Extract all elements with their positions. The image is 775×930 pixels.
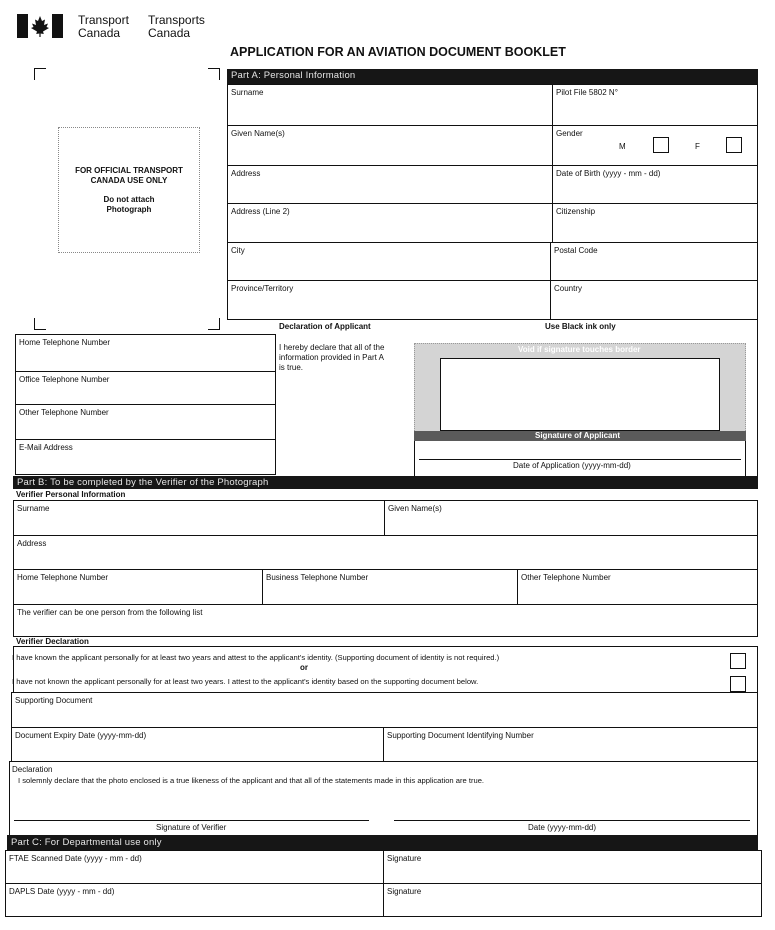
- verifier-other-telephone-label: Other Telephone Number: [521, 573, 611, 582]
- known-applicant-checkbox[interactable]: [730, 653, 746, 669]
- application-date-label: Date of Application (yyyy-mm-dd): [513, 461, 631, 470]
- dapls-signature-field[interactable]: [383, 883, 762, 917]
- address-field[interactable]: [227, 165, 553, 204]
- black-ink-note: Use Black ink only: [545, 322, 616, 331]
- pilot-file-label: Pilot File 5802 N°: [556, 88, 618, 97]
- or-text: or: [300, 663, 308, 672]
- canada-flag-logo: [17, 14, 63, 38]
- gender-f-checkbox[interactable]: [726, 137, 742, 153]
- verifier-list-note-cell: [13, 604, 758, 637]
- void-signature-note: Void if signature touches border: [518, 345, 641, 354]
- email-label: E-Mail Address: [19, 443, 73, 452]
- ftae-date-label: FTAE Scanned Date (yyyy - mm - dd): [9, 854, 142, 863]
- pilot-file-field[interactable]: [552, 84, 758, 126]
- known-applicant-text: I have known the applicant personally for at least two years and attest to the applicant's identity. (Supporting document of identity is not required.): [12, 653, 500, 662]
- verifier-declaration-field: [9, 761, 758, 836]
- date-line: [419, 459, 741, 460]
- org-name-en: Transport Canada: [78, 13, 129, 40]
- photo-note-3: Do not attach: [103, 195, 155, 204]
- document-id-label: Supporting Document Identifying Number: [387, 731, 534, 740]
- verifier-given-names-label: Given Name(s): [388, 504, 442, 513]
- document-expiry-label: Document Expiry Date (yyyy-mm-dd): [15, 731, 147, 740]
- given-names-field[interactable]: [227, 125, 553, 166]
- verifier-surname-field[interactable]: [13, 500, 385, 536]
- form-title: APPLICATION FOR AN AVIATION DOCUMENT BOOKLET: [230, 45, 566, 59]
- verifier-home-telephone-field[interactable]: [13, 569, 263, 605]
- verifier-surname-label: Surname: [17, 504, 50, 513]
- verifier-business-telephone-field[interactable]: [262, 569, 518, 605]
- surname-field[interactable]: [227, 84, 553, 126]
- gender-label: Gender: [556, 129, 583, 138]
- gender-m-checkbox[interactable]: [653, 137, 669, 153]
- photo-corner-bl: [34, 318, 46, 330]
- address2-label: Address (Line 2): [231, 207, 290, 216]
- maple-leaf-icon: [17, 14, 63, 38]
- document-expiry-field[interactable]: [11, 727, 384, 762]
- address-label: Address: [231, 169, 261, 178]
- photo-placeholder: [58, 127, 200, 253]
- dob-field[interactable]: [552, 165, 758, 204]
- verifier-declaration-label: Declaration: [12, 765, 53, 774]
- photo-corner-br: [208, 318, 220, 330]
- declaration-heading: Declaration of Applicant: [279, 322, 371, 331]
- verifier-info-heading: Verifier Personal Information: [16, 490, 126, 499]
- address2-field[interactable]: [227, 203, 553, 243]
- citizenship-field[interactable]: [552, 203, 758, 243]
- photo-corner-tr: [208, 68, 220, 80]
- gender-m-label: M: [619, 142, 626, 151]
- dapls-signature-label: Signature: [387, 887, 422, 896]
- dapls-date-field[interactable]: [5, 883, 384, 917]
- applicant-signature-box[interactable]: [440, 358, 720, 431]
- ftae-date-field[interactable]: [5, 850, 384, 884]
- citizenship-label: Citizenship: [556, 207, 596, 216]
- country-field[interactable]: [550, 280, 758, 320]
- city-label: City: [231, 246, 245, 255]
- verifier-other-telephone-field[interactable]: [517, 569, 758, 605]
- email-field[interactable]: [15, 439, 276, 475]
- verifier-declaration-heading: Verifier Declaration: [16, 637, 89, 646]
- photo-note-2: CANADA USE ONLY: [90, 176, 168, 185]
- photo-note-1: FOR OFFICIAL TRANSPORT: [75, 166, 183, 175]
- supporting-document-field[interactable]: [11, 692, 758, 728]
- dob-label: Date of Birth (yyyy - mm - dd): [556, 169, 661, 178]
- gender-f-label: F: [695, 142, 700, 151]
- application-date-field[interactable]: [414, 441, 746, 476]
- verifier-date-label: Date (yyyy-mm-dd): [528, 823, 597, 832]
- supporting-document-label: Supporting Document: [15, 696, 93, 705]
- verifier-signature-line[interactable]: [14, 820, 369, 821]
- verifier-home-telephone-label: Home Telephone Number: [17, 573, 109, 582]
- other-telephone-field[interactable]: [15, 404, 276, 440]
- part-b-heading: Part B: To be completed by the Verifier of the Photograph: [13, 476, 758, 489]
- office-telephone-label: Office Telephone Number: [19, 375, 110, 384]
- verifier-business-telephone-label: Business Telephone Number: [266, 573, 369, 582]
- home-telephone-label: Home Telephone Number: [19, 338, 111, 347]
- not-known-applicant-text: I have not known the applicant personally for at least two years. I attest to the applicant's identity based on the supporting document below.: [12, 677, 479, 686]
- given-names-label: Given Name(s): [231, 129, 285, 138]
- other-telephone-label: Other Telephone Number: [19, 408, 109, 417]
- org-name-fr: Transports Canada: [148, 13, 205, 40]
- part-a-heading: Part A: Personal Information: [227, 69, 758, 84]
- postal-code-label: Postal Code: [554, 246, 598, 255]
- country-label: Country: [554, 284, 583, 293]
- postal-code-field[interactable]: [550, 242, 758, 281]
- gender-field: [552, 125, 758, 166]
- verifier-address-field[interactable]: [13, 535, 758, 570]
- document-id-field[interactable]: [383, 727, 758, 762]
- verifier-given-names-field[interactable]: [384, 500, 758, 536]
- verifier-date-line[interactable]: [394, 820, 750, 821]
- not-known-applicant-checkbox[interactable]: [730, 676, 746, 692]
- province-label: Province/Territory: [231, 284, 294, 293]
- applicant-signature-label: Signature of Applicant: [535, 431, 621, 440]
- verifier-declaration-text: I solemnly declare that the photo enclosed is a true likeness of the applicant and that all of the statements made in this application are true.: [18, 776, 485, 785]
- part-c-heading: Part C: For Departmental use only: [7, 835, 758, 851]
- office-telephone-field[interactable]: [15, 371, 276, 405]
- ftae-signature-label: Signature: [387, 854, 422, 863]
- city-field[interactable]: [227, 242, 551, 281]
- province-field[interactable]: [227, 280, 551, 320]
- verifier-declaration-options: [13, 646, 758, 693]
- photo-note-4: Photograph: [106, 205, 152, 214]
- ftae-signature-field[interactable]: [383, 850, 762, 884]
- verifier-signature-label: Signature of Verifier: [156, 823, 227, 832]
- verifier-address-label: Address: [17, 539, 47, 548]
- photo-corner-tl: [34, 68, 46, 80]
- home-telephone-field[interactable]: [15, 334, 276, 372]
- surname-label: Surname: [231, 88, 264, 97]
- declaration-text: I hereby declare that all of the information provided in Part A is true.: [279, 343, 385, 372]
- verifier-list-note: The verifier can be one person from the following list: [17, 608, 203, 617]
- dapls-date-label: DAPLS Date (yyyy - mm - dd): [9, 887, 115, 896]
